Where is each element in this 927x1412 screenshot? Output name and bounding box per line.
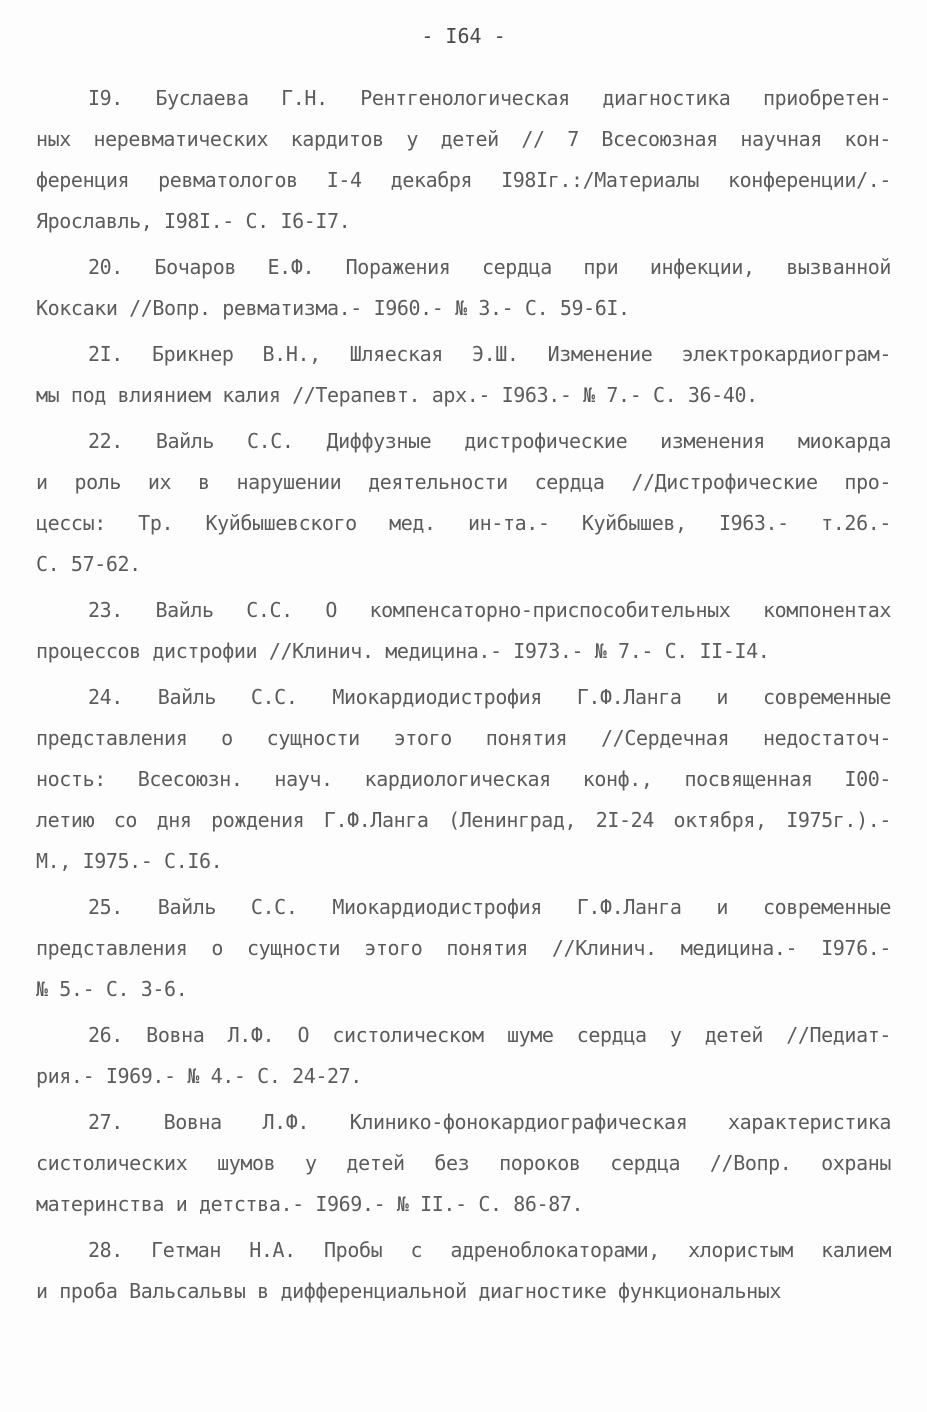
reference-line: процессов дистрофии //Клинич. медицина.- I973.- № 7.- С. II-I4. <box>36 639 770 663</box>
reference-entry <box>36 247 891 329</box>
reference-entry <box>36 677 891 882</box>
reference-line: М., I975.- С.I6. <box>36 849 223 873</box>
reference-line: рия.- I969.- № 4.- С. 24-27. <box>36 1064 362 1088</box>
reference-line: № 5.- С. 3-6. <box>36 977 188 1001</box>
reference-line: 22. Вайль С.С. Диффузные дистрофические изменения миокарда <box>88 429 891 453</box>
reference-line: материнства и детства.- I969.- № II.- С. 86-87. <box>36 1192 584 1216</box>
reference-line: 23. Вайль С.С. О компенсаторно-приспособительных компонентах <box>88 598 891 622</box>
reference-line: цессы: Тр. Куйбышевского мед. ин-та.- Куйбышев, I963.- т.26.- <box>36 511 891 535</box>
reference-line: 26. Вовна Л.Ф. О систолическом шуме сердца у детей //Педиат- <box>88 1023 891 1047</box>
reference-line: С. 57-62. <box>36 552 141 576</box>
reference-entry <box>36 78 891 242</box>
reference-line: 2I. Брикнер В.Н., Шляеская Э.Ш. Изменение электрокардиограм- <box>88 342 891 366</box>
reference-line: 27. Вовна Л.Ф. Клинико-фонокардиографическая характеристика <box>88 1110 891 1134</box>
reference-list <box>36 78 891 1317</box>
reference-line: ных неревматических кардитов у детей // 7 Всесоюзная научная кон- <box>36 127 891 151</box>
reference-entry <box>36 590 891 672</box>
reference-line: представления о сущности этого понятия //Сердечная недостаточ- <box>36 726 891 750</box>
reference-line: мы под влиянием калия //Терапевт. арх.- I963.- № 7.- С. 36-40. <box>36 383 758 407</box>
reference-line: 25. Вайль С.С. Миокардиодистрофия Г.Ф.Ланга и современные <box>88 895 891 919</box>
page-number: - I64 - <box>421 24 506 48</box>
reference-line: 20. Бочаров Е.Ф. Поражения сердца при инфекции, вызванной <box>88 255 891 279</box>
reference-line: систолических шумов у детей без пороков сердца //Вопр. охраны <box>36 1151 891 1175</box>
reference-line: I9. Буслаева Г.Н. Рентгенологическая диагностика приобретен- <box>88 86 891 110</box>
reference-line: и проба Вальсальвы в дифференциальной диагностике функциональных <box>36 1279 782 1303</box>
reference-line: 28. Гетман Н.А. Пробы с адреноблокаторами, хлористым калием <box>88 1238 891 1262</box>
reference-line: 24. Вайль С.С. Миокардиодистрофия Г.Ф.Ланга и современные <box>88 685 891 709</box>
reference-line: представления о сущности этого понятия //Клинич. медицина.- I976.- <box>36 936 891 960</box>
reference-line: ференция ревматологов I-4 декабря I98Iг.:/Материалы конференции/.- <box>36 168 891 192</box>
reference-line: и роль их в нарушении деятельности сердца //Дистрофические про- <box>36 470 891 494</box>
reference-entry <box>36 334 891 416</box>
reference-entry <box>36 1230 891 1312</box>
reference-line: летию со дня рождения Г.Ф.Ланга (Ленинград, 2I-24 октября, I975г.).- <box>36 808 891 832</box>
reference-line: Ярославль, I98I.- С. I6-I7. <box>36 209 351 233</box>
reference-entry <box>36 1015 891 1097</box>
reference-entry <box>36 1102 891 1225</box>
reference-line: ность: Всесоюзн. науч. кардиологическая конф., посвященная I00- <box>36 767 891 791</box>
reference-entry <box>36 421 891 585</box>
reference-entry <box>36 887 891 1010</box>
reference-line: Коксаки //Вопр. ревматизма.- I960.- № 3.- С. 59-6I. <box>36 296 630 320</box>
